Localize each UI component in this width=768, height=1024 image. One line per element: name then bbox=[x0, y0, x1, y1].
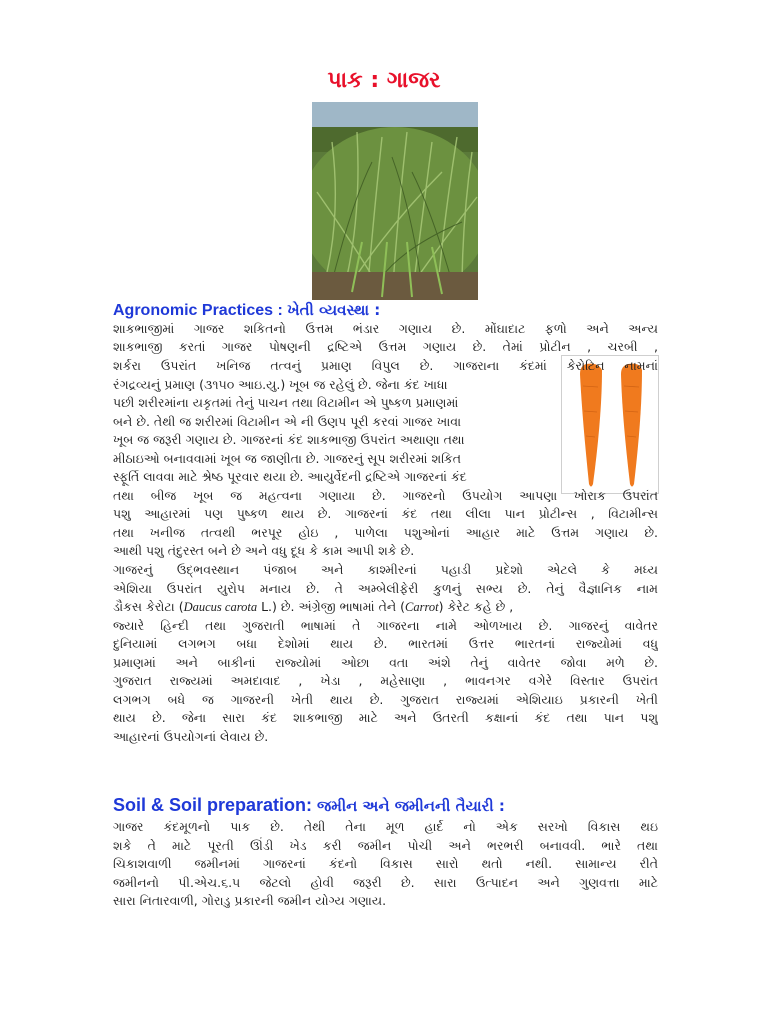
paragraph-line: શાકભાજી કરતાં ગાજર પોષણની દ્રષ્ટિએ ઉત્તમ ગણાય છે. તેમાં પ્રોટીન , ચરબી , bbox=[113, 339, 658, 354]
paragraph-line: રંગદ્રવ્યનું પ્રમાણ (૩૧૫૦ આઇ.યુ.) ખૂબ જ રહેલું છે. જેના કંદ ખાધા bbox=[113, 377, 448, 392]
paragraph-line: પછી શરીરમાંના યકૃતમાં તેનું પાચન તથા વિટામીન એ પુષ્કળ પ્રમાણમાં bbox=[113, 395, 459, 410]
page-title: પાક : ગાજર bbox=[327, 68, 441, 93]
scientific-mid: L.) છે. અંગ્રેજી ભાષામાં તેને ( bbox=[257, 599, 406, 614]
paragraph-line: તથા બીજ ખૂબ જ મહત્વના ગણાયા છે. ગાજરનો ઉપયોગ આપણા ખોરાક ઉપરાંત bbox=[113, 488, 658, 503]
paragraph-line: ગુજરાત રાજ્યમાં અમદાવાદ , ખેડા , મહેસાણા , ભાવનગર વગેરે વિસ્તાર ઉપરાંત bbox=[113, 673, 658, 688]
paragraph-line: આથી પશુ તંદુરસ્ત બને છે અને વધુ દૂધ કે કામ આપી શકે છે. bbox=[113, 543, 415, 558]
paragraph-line: તથા ખનીજ તત્વથી ભરપૂર હોઇ , પાળેલા પશુઓનાં આહાર માટે ઉત્તમ ગણાય છે. bbox=[113, 525, 658, 540]
scientific-name: Daucus carota bbox=[183, 600, 258, 614]
scientific-prefix: ડૌકસ કેરોટા ( bbox=[113, 599, 184, 614]
paragraph-line: શકે તે માટે પૂરતી ઊંડી ખેડ કરી જમીન પોચી અને ભરભરી બનાવવી. ભારે તથા bbox=[113, 838, 658, 853]
paragraph-line: ખૂબ જ જરૂરી ગણાય છે. ગાજરનાં કંદ શાકભાજી ઉપરાંત અથાણા તથા bbox=[113, 432, 465, 447]
heading-gujarati: ખેતી વ્યવસ્થા : bbox=[287, 301, 381, 319]
paragraph-line: ચિકાશવાળી જમીનમાં ગાજરનાં કંદનો વિકાસ સારો થતો નથી. સામાન્ય રીતે bbox=[113, 856, 658, 871]
paragraph-line: લગભગ બધે જ ગાજરની ખેતી થાય છે. ગુજરાત રાજ્યમાં એશિયાઇ પ્રકારની ખેતી bbox=[113, 692, 658, 707]
heading-gujarati: જમીન અને જમીનની તૈયારી : bbox=[317, 797, 505, 815]
carrot-roots-graphic bbox=[562, 356, 658, 493]
paragraph-line: મીઠાઇઓ બનાવવામાં ખૂબ જ જાણીતા છે. ગાજરનું સૂપ શરીરમાં શકિત bbox=[113, 451, 462, 466]
paragraph-line: શાકભાજીમાં ગાજર શકિતનો ઉત્તમ ભંડાર ગણાય છે. મોંઘાદાટ ફળો અને અન્ય bbox=[113, 321, 658, 336]
paragraph-line: સારા નિતારવાળી, ગોરાડુ પ્રકારની જમીન યોગ્ય ગણાય. bbox=[113, 893, 387, 908]
english-name: Carrot bbox=[405, 600, 439, 614]
paragraph-line: જમીનનો પી.એચ.૬.૫ જેટલો હોવી જરૂરી છે. સારા ઉત્પાદન અને ગુણવત્તા માટે bbox=[113, 875, 658, 890]
soil-preparation-heading bbox=[113, 795, 673, 816]
paragraph-line: પશુ આહારમાં પણ પુષ્કળ થાય છે. ગાજરનાં કંદ તથા લીલા પાન પ્રોટીન્સ , વિટામીન્સ bbox=[113, 506, 658, 521]
agronomic-practices-heading bbox=[113, 301, 673, 320]
paragraph-line: જ્યારે હિન્દી તથા ગુજરાતી ભાષામાં તે ગાજરના નામે ઓળખાય છે. ગાજરનું વાવેતર bbox=[113, 618, 658, 633]
scientific-suffix: ) કેરેટ કહે છે , bbox=[438, 599, 514, 614]
carrot-field-photo bbox=[312, 102, 478, 300]
carrot-roots-illustration bbox=[561, 355, 659, 494]
paragraph-line: આહારનાં ઉપયોગનાં લેવાય છે. bbox=[113, 729, 269, 744]
paragraph-line: ગાજર કંદમૂળનો પાક છે. તેથી તેના મૂળ હાર્દ નો એક સરખો વિકાસ થઇ bbox=[113, 819, 658, 834]
heading-english: Soil & Soil preparation: bbox=[113, 795, 313, 815]
paragraph-line: ગાજરનું ઉદ્ભવસ્થાન પંજાબ અને કાશ્મીરનાં પહાડી પ્રદેશો એટલે કે મધ્ય bbox=[113, 562, 658, 577]
heading-english: Agronomic Practices : bbox=[113, 302, 283, 319]
paragraph-line: બને છે. તેથી જ શરીરમાં વિટામીન એ ની ઉણપ પૂરી કરવાં ગાજર ખાવા bbox=[113, 414, 462, 429]
paragraph-line: એશિયા ઉપરાંત યુરોપ મનાય છે. તે અમ્બેલીફેરી કુળનું સભ્ય છે. તેનું વૈજ્ઞાનિક નામ bbox=[113, 581, 658, 596]
paragraph-line: થાય છે. જેના સારા કંદ શાકભાજી માટે અને ઉતરતી કક્ષાનાં કંદ તથા પાન પશુ bbox=[113, 710, 658, 725]
scientific-name-line bbox=[113, 598, 658, 616]
paragraph-line: પ્રમાણમાં અને બાકીનાં રાજ્યોમાં ઓછા વતા અંશે તેનું વાવેતર જોવા મળે છે. bbox=[113, 655, 658, 670]
paragraph-line: દુનિયામાં લગભગ બધા દેશોમાં થાય છે. ભારતમાં ઉત્તર ભારતનાં રાજ્યોમાં વધુ bbox=[113, 636, 658, 651]
carrot-field-photo-graphic bbox=[312, 102, 478, 300]
paragraph-line: સ્ફૂર્તિ લાવવા માટે શ્રેષ્ઠ પૂરવાર થયા છે. આયુર્વેદની દ્રષ્ટિએ ગાજરનાં કંદ bbox=[113, 469, 467, 484]
paragraph-line: શર્કરા ઉપરાંત ખનિજ તત્વનું પ્રમાણ વિપુલ છે. ગાજરાના કંદમાં કેરોટિન નામનાં bbox=[113, 358, 658, 373]
